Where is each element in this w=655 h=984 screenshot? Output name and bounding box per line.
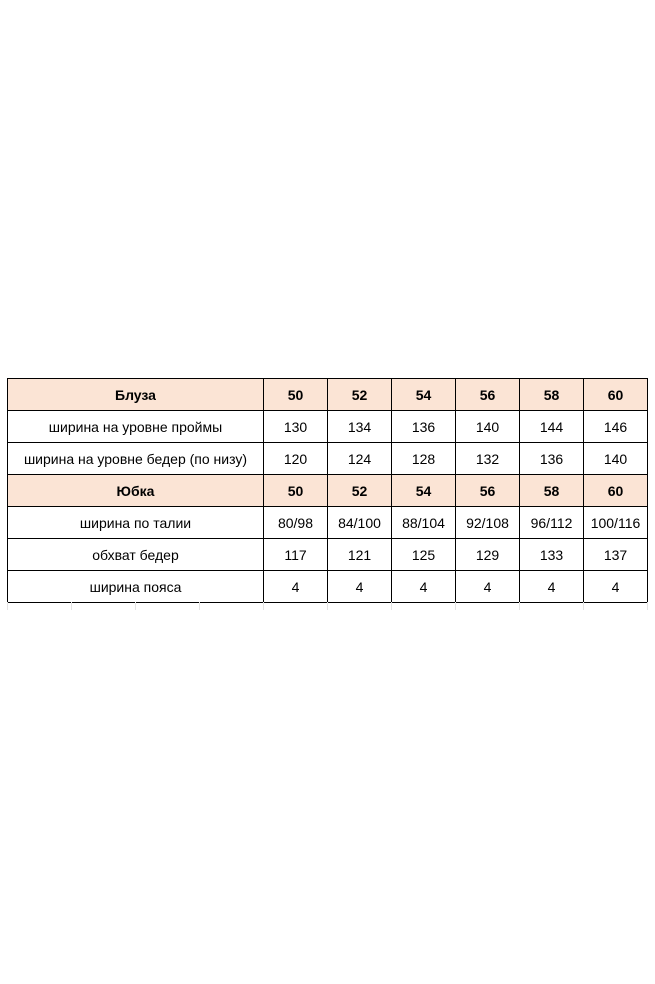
- gridline: [135, 602, 136, 610]
- size-header-cell: 60: [584, 475, 648, 507]
- table-cell: 84/100: [328, 507, 392, 539]
- table-cell: 133: [520, 539, 584, 571]
- table-row: [8, 443, 648, 475]
- table-cell: 120: [264, 443, 328, 475]
- row-label: ширина по талии: [8, 507, 264, 539]
- gridline: [7, 602, 8, 610]
- size-header-cell: 60: [584, 379, 648, 411]
- gridline: [583, 602, 584, 610]
- table-cell: 88/104: [392, 507, 456, 539]
- table-cell: 4: [520, 571, 584, 603]
- table-cell: 144: [520, 411, 584, 443]
- table-cell: 140: [456, 411, 520, 443]
- table-cell: 128: [392, 443, 456, 475]
- size-header-cell: 50: [264, 379, 328, 411]
- table-cell: 117: [264, 539, 328, 571]
- table-cell: 124: [328, 443, 392, 475]
- table-row: [8, 411, 648, 443]
- blouse-title: Блуза: [8, 379, 264, 411]
- table-row: [8, 571, 648, 603]
- table-cell: 121: [328, 539, 392, 571]
- table-cell: 4: [456, 571, 520, 603]
- table-cell: 96/112: [520, 507, 584, 539]
- gridline: [647, 602, 648, 610]
- size-header-cell: 54: [392, 475, 456, 507]
- table-cell: 129: [456, 539, 520, 571]
- skirt-header-row: [8, 475, 648, 507]
- table-cell: 140: [584, 443, 648, 475]
- table-row: [8, 539, 648, 571]
- size-chart-table: [7, 378, 648, 603]
- size-header-cell: 56: [456, 475, 520, 507]
- gridline: [263, 602, 264, 610]
- gridline: [519, 602, 520, 610]
- table-cell: 4: [328, 571, 392, 603]
- table-cell: 136: [392, 411, 456, 443]
- table-cell: 4: [264, 571, 328, 603]
- size-header-cell: 58: [520, 379, 584, 411]
- table-cell: 4: [392, 571, 456, 603]
- table-row: [8, 507, 648, 539]
- table-cell: 132: [456, 443, 520, 475]
- table-cell: 92/108: [456, 507, 520, 539]
- table-cell: 137: [584, 539, 648, 571]
- table-cell: 134: [328, 411, 392, 443]
- skirt-title: Юбка: [8, 475, 264, 507]
- size-header-cell: 56: [456, 379, 520, 411]
- size-header-cell: 52: [328, 475, 392, 507]
- gridline: [71, 602, 72, 610]
- row-label: ширина на уровне бедер (по низу): [8, 443, 264, 475]
- row-label: ширина на уровне проймы: [8, 411, 264, 443]
- table-cell: 100/116: [584, 507, 648, 539]
- table-cell: 146: [584, 411, 648, 443]
- row-label: ширина пояса: [8, 571, 264, 603]
- table-cell: 136: [520, 443, 584, 475]
- size-header-cell: 54: [392, 379, 456, 411]
- table-cell: 125: [392, 539, 456, 571]
- size-header-cell: 58: [520, 475, 584, 507]
- row-label: обхват бедер: [8, 539, 264, 571]
- gridline: [199, 602, 200, 610]
- size-header-cell: 50: [264, 475, 328, 507]
- gridline: [327, 602, 328, 610]
- table-cell: 4: [584, 571, 648, 603]
- table-cell: 130: [264, 411, 328, 443]
- gridline: [455, 602, 456, 610]
- blouse-header-row: [8, 379, 648, 411]
- size-header-cell: 52: [328, 379, 392, 411]
- gridline: [391, 602, 392, 610]
- table-cell: 80/98: [264, 507, 328, 539]
